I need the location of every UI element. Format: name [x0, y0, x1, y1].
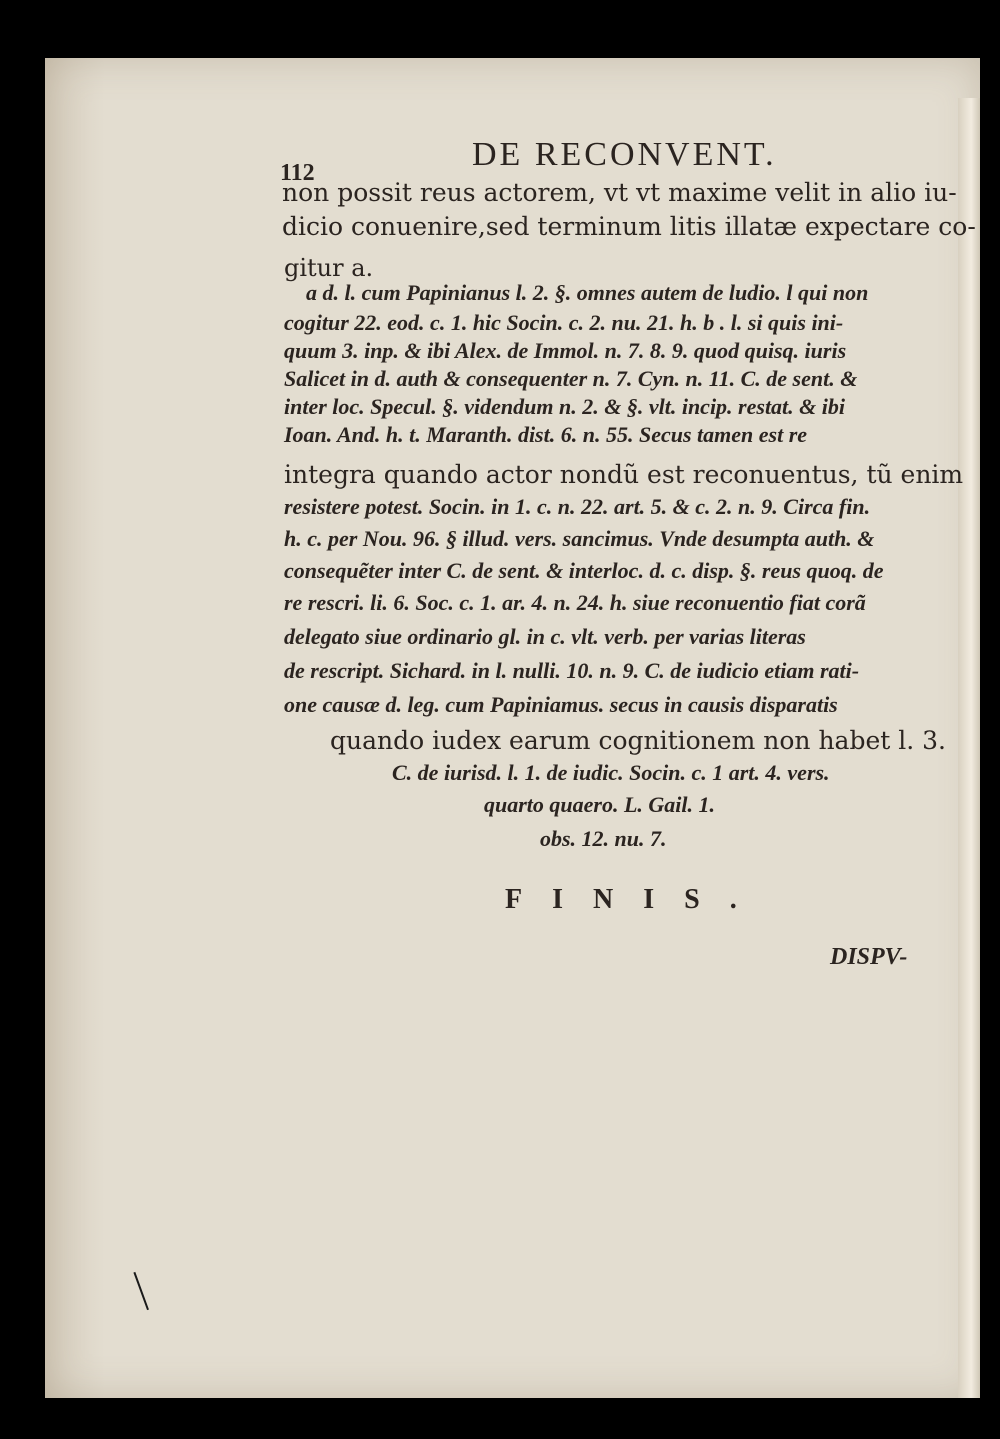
body-line: non possit reus actorem, vt vt maxime velit in alio iu- [282, 178, 957, 207]
running-head: DE RECONVENT. [472, 136, 777, 173]
note-line: consequẽter inter C. de sent. & interloc. d. c. disp. §. reus quoq. de [284, 558, 884, 583]
note-line: a d. l. cum Papinianus l. 2. §. omnes autem de ludio. l qui non [306, 280, 869, 305]
note-line: h. c. per Nou. 96. § illud. vers. sancimus. Vnde desumpta auth. & [284, 526, 875, 551]
body-line: dicio conuenire,sed terminum litis illatæ expectare co- [282, 212, 976, 241]
body-line: integra quando actor nondũ est reconuentus, tũ enim [284, 460, 964, 489]
note-line: inter loc. Specul. §. videndum n. 2. & §. vlt. incip. restat. & ibi [284, 394, 846, 419]
note-line: delegato siue ordinario gl. in c. vlt. verb. per varias literas [284, 624, 806, 649]
note-line: quum 3. inp. & ibi Alex. de Immol. n. 7. 8. 9. quod quisq. iuris [284, 338, 847, 363]
body-line: quando iudex earum cognitionem non habet l. 3. [330, 726, 946, 755]
page-edge [958, 98, 980, 1398]
note-line: C. de iurisd. l. 1. de iudic. Socin. c. 1 art. 4. vers. [392, 760, 830, 785]
note-line: Ioan. And. h. t. Maranth. dist. 6. n. 55. Secus tamen est re [284, 422, 808, 447]
body-line: gitur a. [284, 254, 374, 282]
note-line: Salicet in d. auth & consequenter n. 7. Cyn. n. 11. C. de sent. & [284, 366, 858, 391]
page-number: 112 [280, 160, 315, 186]
finis-mark: FINIS. [505, 884, 767, 915]
note-line: cogitur 22. eod. c. 1. hic Socin. c. 2. nu. 21. h. b . l. si quis ini- [284, 310, 844, 335]
note-line: resistere potest. Socin. in 1. c. n. 22. art. 5. & c. 2. n. 9. Circa fin. [284, 494, 871, 519]
note-line: obs. 12. nu. 7. [540, 826, 667, 851]
page-fold-shadow [45, 58, 105, 1398]
note-line: de rescript. Sichard. in l. nulli. 10. n. 9. C. de iudicio etiam rati- [284, 658, 860, 683]
note-line: re rescri. li. 6. Soc. c. 1. ar. 4. n. 24. h. siue reconuentio fiat corã [284, 590, 866, 615]
note-line: one causæ d. leg. cum Papiniamus. secus in causis disparatis [284, 692, 838, 717]
catchword: DISPV- [830, 944, 908, 970]
note-line: quarto quaero. L. Gail. 1. [484, 792, 716, 817]
